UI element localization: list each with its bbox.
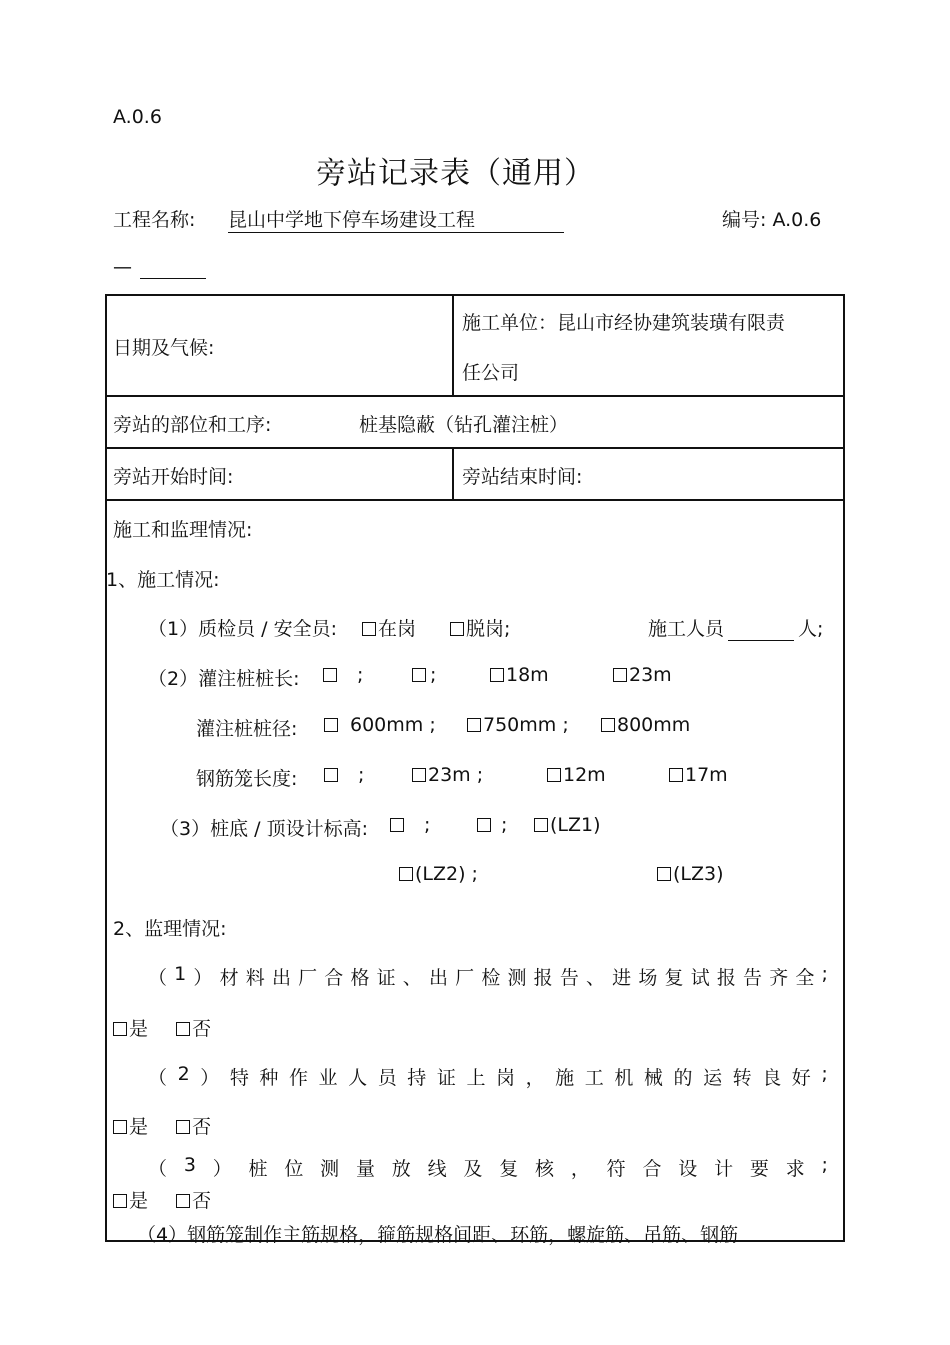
spread-char: 计 — [714, 1158, 734, 1180]
spread-char: 告 — [559, 967, 579, 989]
c2b-label: 灌注桩桩径: — [196, 718, 298, 740]
c3-sep1: ; — [424, 814, 431, 836]
spread-char: 全 — [795, 967, 815, 989]
part-process-label: 旁站的部位和工序: — [113, 414, 272, 436]
c2-option-2[interactable] — [412, 664, 436, 686]
spread-char: 进 — [612, 967, 632, 989]
spread-char: 、 — [586, 967, 606, 989]
contractor-line-1: 施工单位：昆山市经协建筑装璜有限责 — [462, 312, 786, 334]
spread-char: ， — [570, 1158, 590, 1180]
c2-opt3: 18m — [506, 664, 549, 686]
c2-label: （2）灌注桩桩长: — [148, 668, 300, 690]
spread-char: 工 — [584, 1067, 604, 1089]
project-label: 工程名称: — [113, 209, 196, 231]
c3-option-lz2[interactable] — [399, 863, 478, 885]
s1-no-option[interactable] — [176, 1018, 211, 1040]
spread-char: 员 — [377, 1067, 397, 1089]
spread-char: 厂 — [298, 967, 318, 989]
spread-char: 种 — [259, 1067, 279, 1089]
page-title: 旁站记录表（通用） — [316, 156, 595, 191]
s1-yes-option[interactable] — [113, 1018, 148, 1040]
col-divider — [452, 294, 454, 397]
s3-answer — [113, 1186, 211, 1213]
spread-char: 场 — [638, 967, 658, 989]
c2c-label: 钢筋笼长度: — [196, 768, 298, 790]
spread-char: 检 — [481, 967, 501, 989]
spread-char: （ — [148, 1158, 168, 1180]
s2-text — [148, 1063, 828, 1090]
spread-char: ; — [821, 963, 828, 985]
c3-option-1[interactable] — [390, 814, 430, 836]
spread-char: 人 — [348, 1067, 368, 1089]
spread-char: 量 — [355, 1158, 375, 1180]
checkbox[interactable] — [176, 1194, 190, 1208]
spread-char: 设 — [678, 1158, 698, 1180]
checkbox[interactable] — [113, 1120, 127, 1134]
spread-char: 格 — [350, 967, 370, 989]
checkbox[interactable] — [362, 622, 376, 636]
checkbox[interactable] — [412, 768, 426, 782]
spread-char: 证 — [436, 1067, 456, 1089]
yes-label: 是 — [129, 1018, 149, 1040]
spread-char: 料 — [245, 967, 265, 989]
spread-char: 3 — [183, 1154, 196, 1176]
checkbox[interactable] — [399, 867, 413, 881]
c3-sep2: ; — [501, 814, 508, 836]
s2-no-option[interactable] — [176, 1116, 211, 1138]
c2c-option-17m[interactable] — [669, 764, 728, 786]
c2b-opt3: 800mm — [617, 714, 691, 736]
spread-char: （ — [148, 1067, 168, 1089]
spread-char: 放 — [391, 1158, 411, 1180]
number-suffix-dash: — — [113, 256, 132, 278]
checkbox[interactable] — [390, 818, 404, 832]
supervision-heading: 2、监理情况: — [113, 918, 227, 940]
checkbox[interactable] — [534, 818, 548, 832]
spread-char: ; — [821, 1154, 828, 1176]
checkbox[interactable] — [613, 668, 627, 682]
spread-char: 复 — [499, 1158, 519, 1180]
spread-char: 机 — [614, 1067, 634, 1089]
checkbox[interactable] — [669, 768, 683, 782]
c2c-sep1: ; — [358, 764, 365, 786]
spread-char: 报 — [716, 967, 736, 989]
c2b-option-600[interactable] — [324, 714, 436, 736]
project-name — [228, 205, 564, 233]
c3-option-lz3[interactable] — [657, 863, 724, 885]
c3-opt4: (LZ2) ; — [415, 863, 478, 885]
spread-char: 特 — [229, 1067, 249, 1089]
c2c-opt4: 17m — [685, 764, 728, 786]
spread-char: 2 — [177, 1063, 190, 1085]
spread-char: 持 — [407, 1067, 427, 1089]
spread-char: 施 — [555, 1067, 575, 1089]
spread-char: 好 — [791, 1067, 811, 1089]
c2c-option-1[interactable] — [324, 764, 364, 786]
spread-char: 测 — [320, 1158, 340, 1180]
situation-heading: 施工和监理情况: — [113, 519, 253, 541]
c2b-option-800[interactable] — [601, 714, 690, 736]
row-divider — [105, 499, 845, 501]
c2b-option-750[interactable] — [467, 714, 569, 736]
spread-char: 告 — [743, 967, 763, 989]
c1-option-on-duty[interactable] — [362, 614, 416, 641]
c3-option-lz1[interactable] — [534, 814, 601, 836]
spread-char: 上 — [466, 1067, 486, 1089]
spread-char: 作 — [288, 1067, 308, 1089]
spread-char: 的 — [673, 1067, 693, 1089]
c2c-opt2: 23m ; — [428, 764, 484, 786]
s3-text — [148, 1154, 828, 1181]
date-weather-label: 日期及气候: — [113, 337, 215, 359]
spread-char: 核 — [535, 1158, 555, 1180]
s3-no-option[interactable] — [176, 1190, 211, 1212]
col-divider — [452, 447, 454, 501]
spread-char: ） — [212, 1158, 232, 1180]
spread-char: 出 — [428, 967, 448, 989]
workers-unit: 人; — [798, 618, 824, 640]
c1-opt1-label: 在岗 — [378, 618, 417, 640]
doc-code: A.0.6 — [113, 106, 162, 128]
s4-text: （4）钢筋笼制作主筋规格，箍筋规格间距、环筋，螺旋筋、吊筋、钢筋 — [137, 1224, 739, 1246]
checkbox[interactable] — [547, 768, 561, 782]
c1-opt2-label: 脱岗; — [466, 618, 511, 640]
no-label: 否 — [192, 1018, 212, 1040]
c2c-option-12m[interactable] — [547, 764, 606, 786]
number-suffix — [113, 256, 206, 279]
c2-sep2: ; — [430, 664, 437, 686]
c2-option-1[interactable] — [323, 664, 363, 686]
contractor-line-2: 任公司 — [462, 362, 520, 384]
spread-char: 厂 — [455, 967, 475, 989]
workers-blank[interactable] — [728, 618, 794, 641]
spread-char: （ — [148, 967, 168, 989]
row-divider — [105, 395, 845, 397]
no-label: 否 — [192, 1116, 212, 1138]
number-label: 编号: A.0.6 — [722, 209, 822, 231]
spread-char: 转 — [732, 1067, 752, 1089]
c3-option-2[interactable] — [477, 814, 507, 836]
spread-char: 运 — [703, 1067, 723, 1089]
number-suffix-blank — [140, 256, 206, 279]
s1-text — [148, 963, 828, 990]
no-label: 否 — [192, 1190, 212, 1212]
spread-char: 岗 — [496, 1067, 516, 1089]
checkbox[interactable] — [490, 668, 504, 682]
end-time-label: 旁站结束时间: — [462, 466, 583, 488]
spread-char: 业 — [318, 1067, 338, 1089]
construction-heading: 1、施工情况: — [106, 569, 220, 591]
row-divider — [105, 447, 845, 449]
c3-opt3: (LZ1) — [550, 814, 601, 836]
spread-char: 械 — [643, 1067, 663, 1089]
c2-sep1: ; — [357, 664, 364, 686]
c2b-opt2: 750mm ; — [483, 714, 569, 736]
spread-char: 齐 — [769, 967, 789, 989]
spread-char: 合 — [324, 967, 344, 989]
spread-char: ） — [193, 967, 213, 989]
spread-char: 测 — [507, 967, 527, 989]
yes-label: 是 — [129, 1190, 149, 1212]
s3-yes-option[interactable] — [113, 1190, 148, 1212]
s2-yes-option[interactable] — [113, 1116, 148, 1138]
spread-char: 试 — [690, 967, 710, 989]
workers-field — [648, 614, 823, 641]
spread-char: 位 — [284, 1158, 304, 1180]
c2c-option-23m[interactable] — [412, 764, 483, 786]
spread-char: 、 — [402, 967, 422, 989]
s2-answer — [113, 1112, 211, 1139]
checkbox[interactable] — [176, 1022, 190, 1036]
spread-char: 良 — [762, 1067, 782, 1089]
c2c-opt3: 12m — [563, 764, 606, 786]
spread-char: ; — [821, 1063, 828, 1085]
spread-char: 要 — [749, 1158, 769, 1180]
part-process-value: 桩基隐蔽（钻孔灌注桩） — [359, 414, 569, 436]
c2-option-23m[interactable] — [613, 664, 672, 686]
workers-label: 施工人员 — [648, 618, 725, 640]
spread-char: 合 — [642, 1158, 662, 1180]
s1-answer — [113, 1014, 211, 1041]
spread-char: ， — [525, 1067, 545, 1089]
spread-char: ） — [200, 1067, 220, 1089]
spread-char: 桩 — [248, 1158, 268, 1180]
spread-char: 求 — [785, 1158, 805, 1180]
spread-char: 符 — [606, 1158, 626, 1180]
spread-char: 1 — [174, 963, 187, 985]
spread-char: 线 — [427, 1158, 447, 1180]
spread-char: 报 — [533, 967, 553, 989]
checkbox[interactable] — [113, 1194, 127, 1208]
checkbox[interactable] — [601, 718, 615, 732]
c2-option-18m[interactable] — [490, 664, 549, 686]
checkbox[interactable] — [477, 818, 491, 832]
spread-char: 及 — [463, 1158, 483, 1180]
yes-label: 是 — [129, 1116, 149, 1138]
checkbox[interactable] — [176, 1120, 190, 1134]
checkbox[interactable] — [324, 718, 338, 732]
c1-option-off-duty[interactable] — [450, 614, 510, 641]
c3-opt5: (LZ3) — [673, 863, 724, 885]
spread-char: 证 — [376, 967, 396, 989]
checkbox[interactable] — [450, 622, 464, 636]
checkbox[interactable] — [412, 668, 426, 682]
checkbox[interactable] — [323, 668, 337, 682]
c3-label: （3）桩底 / 顶设计标高: — [160, 818, 368, 840]
c1-label: （1）质检员 / 安全员: — [148, 618, 337, 640]
checkbox[interactable] — [113, 1022, 127, 1036]
checkbox[interactable] — [324, 768, 338, 782]
spread-char: 复 — [664, 967, 684, 989]
spread-char: 出 — [271, 967, 291, 989]
c2b-opt1: 600mm ; — [350, 714, 436, 736]
checkbox[interactable] — [467, 718, 481, 732]
c2-opt4: 23m — [629, 664, 672, 686]
spread-char: 材 — [219, 967, 239, 989]
project-name-text: 昆山中学地下停车场建设工程 — [228, 209, 476, 231]
checkbox[interactable] — [657, 867, 671, 881]
start-time-label: 旁站开始时间: — [113, 466, 234, 488]
